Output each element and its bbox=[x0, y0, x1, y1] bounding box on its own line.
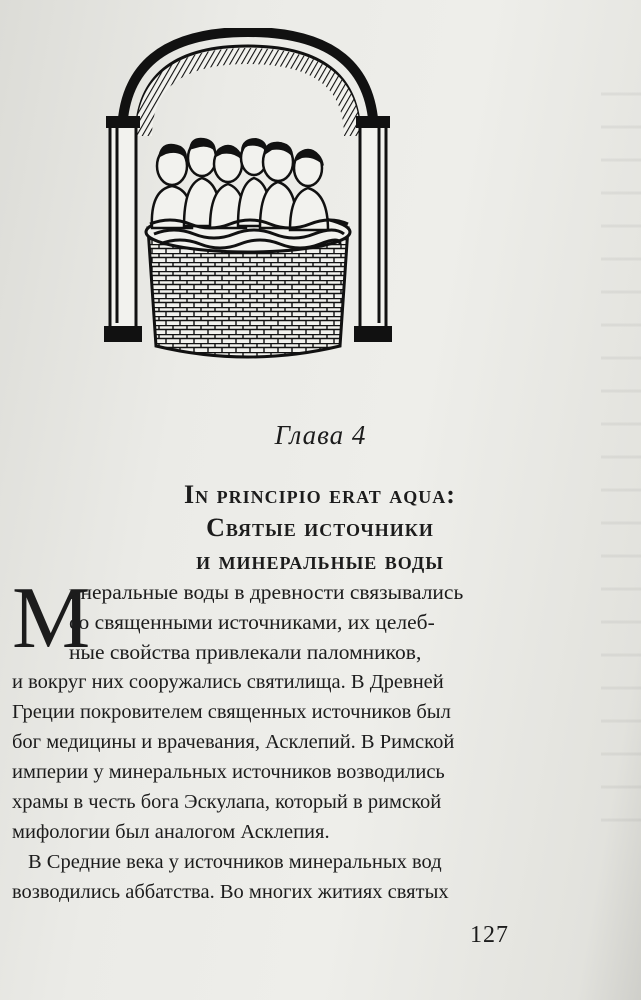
text-line: бог медицины и врачевания, Асклепий. В Римской bbox=[12, 731, 455, 753]
chapter-title-line-3: и минеральные воды bbox=[196, 546, 444, 575]
text-line: и вокруг них сооружались святилища. В Древней bbox=[12, 671, 444, 693]
chapter-title bbox=[20, 478, 620, 577]
chapter-label: Глава 4 bbox=[274, 420, 367, 450]
text-line: храмы в честь бога Эскулапа, который в римской bbox=[12, 791, 442, 813]
chapter-title-line-1: In principio erat aqua: bbox=[184, 480, 456, 509]
text-line: ные свойства привлекали паломников, bbox=[69, 640, 422, 664]
text-line: инеральные воды в древности связывались bbox=[69, 580, 464, 604]
text-line: Греции покровителем священных источников был bbox=[12, 701, 451, 723]
text-line: мифологии был аналогом Асклепия. bbox=[12, 821, 330, 843]
chapter-title-line-2: Святые источники bbox=[206, 513, 434, 542]
text-line: со священными источниками, их целеб- bbox=[69, 610, 435, 634]
text-line: В Средние века у источников минеральных вод bbox=[28, 851, 442, 873]
drop-cap: М bbox=[12, 570, 91, 667]
text-line: возводились аббатства. Во многих житиях святых bbox=[12, 881, 449, 903]
page-number: 127 bbox=[470, 922, 509, 948]
text-line: империи у минеральных источников возводились bbox=[12, 761, 445, 783]
woodcut-bathers-illustration bbox=[100, 28, 396, 370]
